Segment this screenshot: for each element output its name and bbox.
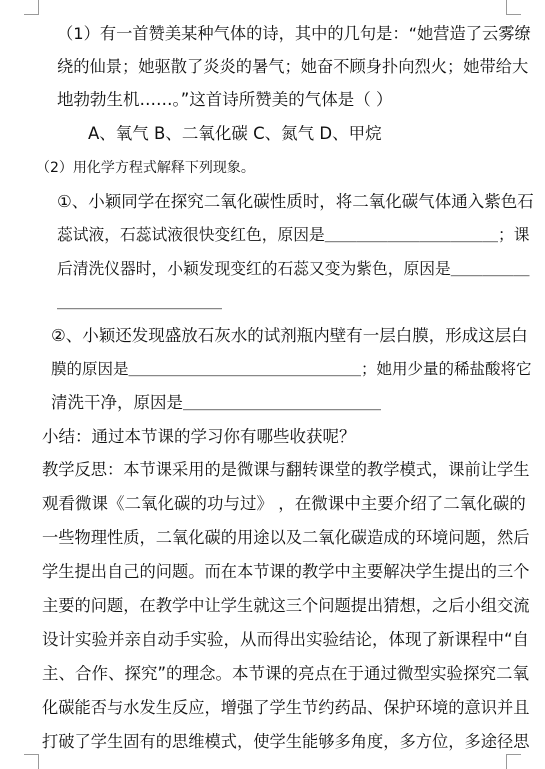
reflection-line-4: 学生提出自己的问题。而在本节课的教学中主要解决学生提出的三个 [42,562,530,581]
page-corner-mark-top-right [506,0,521,15]
reflection-line-7: 主、合作、探究”的理念。本节课的亮点在于通过微型实验探究二氧 [42,664,530,683]
summary: 小结：通过本节课的学习你有哪些收获呢？ [42,427,356,446]
q2-heading: （2）用化学方程式解释下列现象。 [36,160,255,176]
q2-part1-line-3: 后清洗仪器时，小颖发现变红的石蕊又变为紫色，原因是＿＿＿＿＿ [57,259,530,278]
reflection-line-2: 观看微课《二氧化碳的功与过》 ，在微课中主要介绍了二氧化碳的 [42,494,526,513]
q2-part2-line-3: 清洗干净，原因是＿＿＿＿＿＿＿＿＿＿＿＿ [51,393,381,412]
q1-options: A、氧气 B、二氧化碳 C、氮气 D、甲烷 [88,124,382,143]
q1-line-3: 地勃勃生机……。”这首诗所赞美的气体是（ ） [57,90,393,109]
reflection-line-8: 化碳能否与水发生反应，增强了学生节约药品、保护环境的意识并且 [42,698,530,717]
q2-part2-line-1: ②、小颖还发现盛放石灰水的试剂瓶内壁有一层白膜，形成这层白 [51,326,528,345]
page-corner-mark-bottom-right [506,754,521,769]
q2-part1-line-2: 蕊试液，石蕊试液很快变红色，原因是＿＿＿＿＿＿＿＿＿＿＿；课 [57,225,530,244]
reflection-line-5: 主要的问题，在教学中让学生就这三个问题提出猜想，之后小组交流 [42,596,530,615]
q2-part2-line-2: 膜的原因是＿＿＿＿＿＿＿＿＿＿＿＿＿＿＿；她用少量的稀盐酸将它 [51,360,532,378]
page-corner-mark-top-left [24,0,39,15]
q1-line-2: 绕的仙景；她驱散了炎炎的暑气；她奋不顾身扑向烈火；她带给大 [57,57,529,76]
page-corner-mark-bottom-left [24,754,39,769]
reflection-line-3: 一些物理性质，二氧化碳的用途以及二氧化碳造成的环境问题，然后 [42,528,530,547]
q1-line-1: （1）有一首赞美某种气体的诗，其中的几句是：“她营造了云雾缭 [57,24,531,43]
reflection-line-6: 设计实验并亲自动手实验，从而得出实验结论，体现了新课程中“自 [42,630,530,649]
reflection-line-9: 打破了学生固有的思维模式，使学生能够多角度，多方位，多途径思 [42,732,530,751]
q2-part1-line-4: ＿＿＿＿＿＿＿＿＿＿ [57,292,222,311]
q2-part1-line-1: ①、小颖同学在探究二氧化碳性质时，将二氧化碳气体通入紫色石 [57,192,534,211]
reflection-line-1: 教学反思：本节课采用的是微课与翻转课堂的教学模式，课前让学生 [42,460,530,479]
